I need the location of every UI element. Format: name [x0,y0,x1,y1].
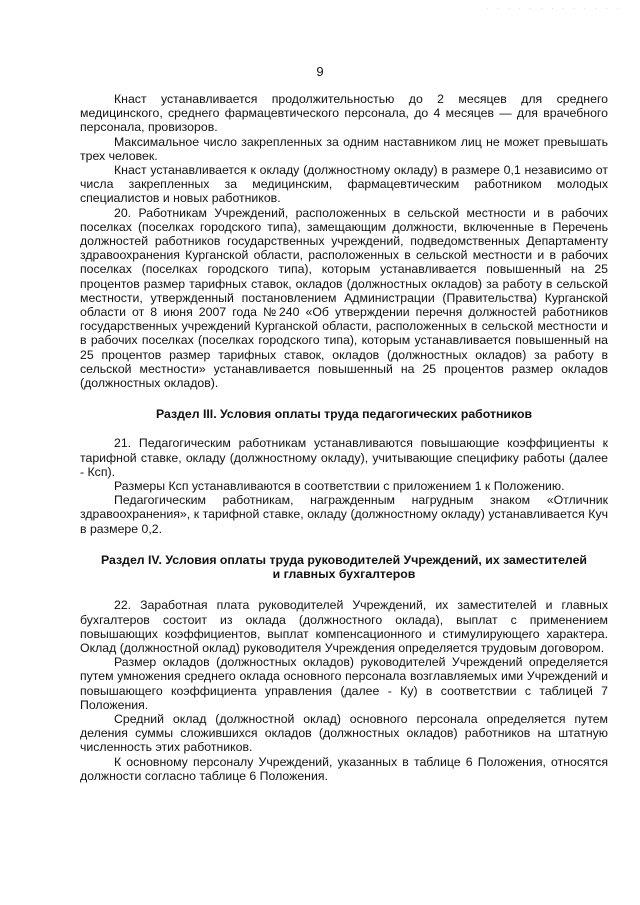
paragraph-average-salary: Средний оклад (должностной оклад) основного персонала определяется путем деления суммы сложившихся окладов (должностных окладов) работников на штатную численность этих работников. [80,711,608,755]
paragraph-ksp-sizes: Размеры Ксп устанавливаются в соответствии с приложением 1 к Положению. [114,479,565,494]
paragraph-salary-size: Размер окладов (должностных окладов) руководителей Учреждений определяется путем умножения среднего оклада основного персонала возглавляемых ими Учреждений и повышающего коэффициента управления (далее - Ку) в соответствии с таблицей 7 Положения. [80,655,608,712]
paragraph-core-staff: К основному персоналу Учреждений, указанных в таблице 6 Положения, относятся должности согласно таблице 6 Положения. [80,754,608,783]
page-number: 9 [316,64,324,79]
paragraph-item-21: 21. Педагогическим работникам устанавливаются повышающие коэффициенты к тарифной ставке, окладу (должностному окладу), учитывающие специфику работы (далее - Ксп). [80,436,608,479]
paragraph-item-22: 22. Заработная плата руководителей Учреждений, их заместителей и главных бухгалтеров состоит из оклада (должностного оклада), выплат с применением повышающих коэффициентов, выплат компенсационного и стимулирующего характера. Оклад (должностной оклад) руководителя Учреждения определяется трудовым договором. [80,598,608,655]
paragraph-knast-duration: Кнаст устанавливается продолжительностью до 2 месяцев для среднего медицинского, среднего фармацевтического персонала, до 4 месяцев — для врачебного персонала, провизоров. [80,92,608,135]
section-4-heading-line-2: и главных бухгалтеров [272,567,416,582]
section-4-heading-line-1: Раздел IV. Условия оплаты труда руководителей Учреждений, их заместителей [101,552,587,567]
paragraph-item-20: 20. Работникам Учреждений, расположенных в сельской местности и в рабочих поселках (поселках городского типа), замещающим должности, включенные в Перечень должностей работников государственных учреждений, подведомственных Департаменту здравоохранения Курганской области, расположенных в сельской местности и в рабочих поселках (поселках городского типа), которым устанавливается повышенный на 25 процентов размер тарифных ставок, окладов (должностных окладов) за работу в сельской местности, утвержденный постановлением Администрации (Правительства) Курганской области от 8 июня 2007 года №240 «Об утверждении перечня должностей работников государственных учреждений Курганской области, расположенных в сельской местности и в рабочих поселках (поселках городского типа), которым устанавливается повышенный на 25 процентов размер тарифных ставок, окладов (должностных окладов) за работу в сельской местности» устанавливается повышенный на 25 процентов размер окладов (должностных окладов). [80,205,608,391]
paragraph-badge-bonus: Педагогическим работникам, награжденным нагрудным знаком «Отличник здравоохранения», к тарифной ставке, окладу (должностному окладу) устанавливается Куч в размере 0,2. [80,493,608,536]
paragraph-knast-rate: Кнаст устанавливается к окладу (должностному окладу) в размере 0,1 независимо от числа закрепленных за медицинским, фармацевтическим работником молодых специалистов и новых работников. [80,163,608,206]
paragraph-mentor-limit: Максимальное число закрепленных за одним наставником лиц не может превышать трех человек. [80,134,608,163]
document-body [80,92,608,783]
scan-artifact: · · · · · · · · · · · · · [485,4,622,13]
section-3-heading: Раздел III. Условия оплаты труда педагогических работников [155,407,533,422]
